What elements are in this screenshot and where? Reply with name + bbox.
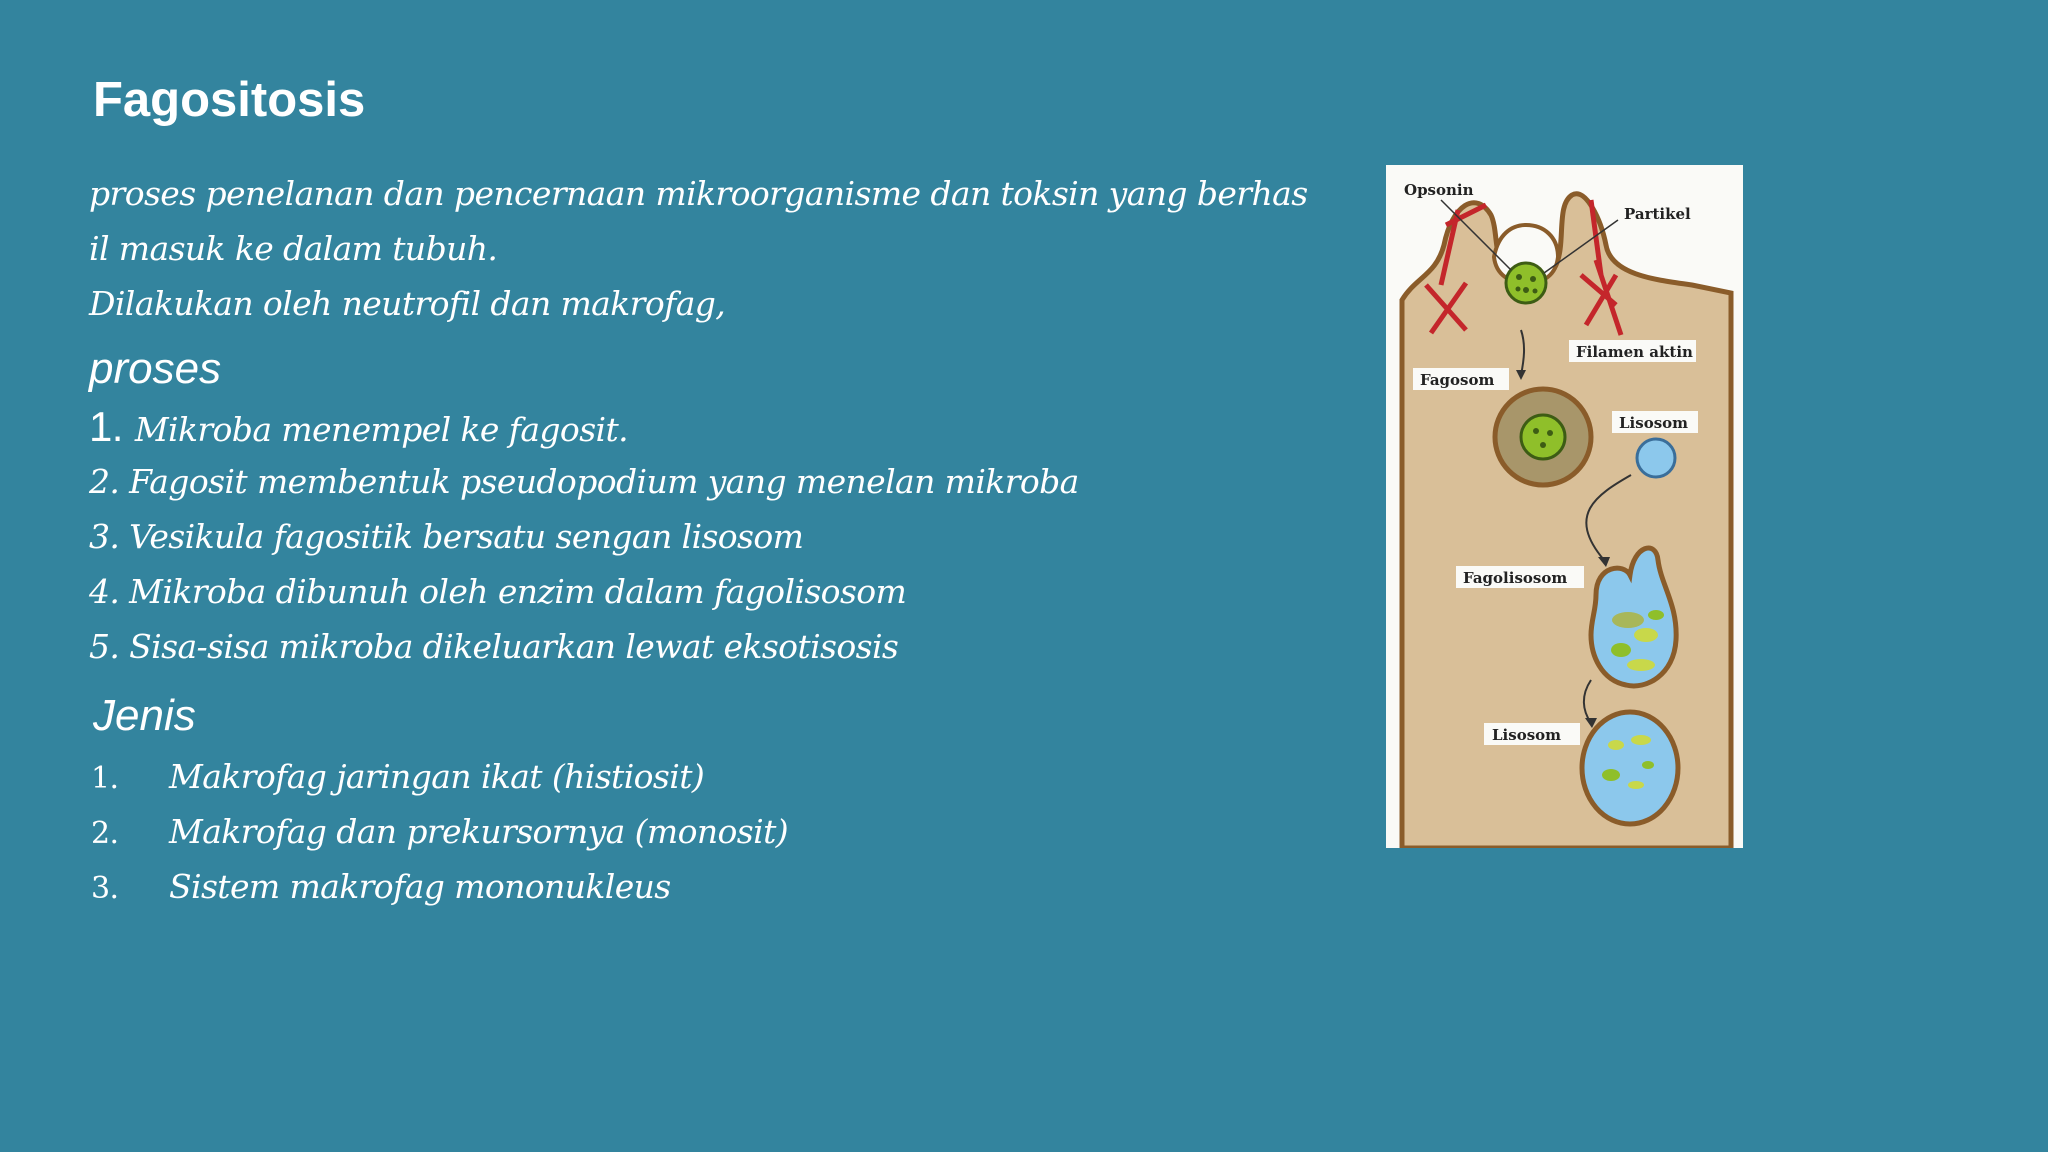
jenis-text: Makrofag dan prekursornya (monosit) — [169, 812, 789, 851]
residual-body-icon — [1582, 712, 1678, 824]
list-item — [91, 752, 788, 807]
jenis-number: 2. — [91, 816, 119, 851]
jenis-number: 3. — [91, 871, 119, 906]
step-number: 1. — [89, 403, 123, 450]
lisosom-icon — [1637, 439, 1675, 477]
cell-cytoplasm — [1402, 194, 1731, 848]
label-partikel: Partikel — [1624, 205, 1691, 223]
jenis-text: Sistem makrofag mononukleus — [169, 867, 671, 906]
jenis-number: 1. — [91, 761, 119, 796]
phagocytosis-diagram-svg — [1386, 165, 1743, 848]
phagocytosis-diagram — [1386, 165, 1743, 848]
step-text: Mikroba menempel ke fagosit. — [134, 410, 629, 449]
intro-paragraph — [89, 166, 1308, 331]
label-filamen-aktin: Filamen aktin — [1576, 343, 1693, 361]
list-item: 3. Vesikula fagositik bersatu sengan lisosom — [89, 517, 804, 556]
list-item: 5. Sisa-sisa mikroba dikeluarkan lewat eksotisosis — [89, 627, 899, 666]
label-opsonin: Opsonin — [1404, 181, 1474, 199]
label-lisosom-bottom: Lisosom — [1492, 726, 1562, 744]
jenis-text: Makrofag jaringan ikat (histiosit) — [169, 757, 705, 796]
microbe-icon — [1506, 263, 1546, 303]
jenis-heading: Jenis — [93, 691, 196, 740]
proses-heading: proses — [89, 344, 222, 393]
list-item — [91, 862, 788, 917]
list-item — [89, 402, 1079, 457]
list-item: 2. Fagosit membentuk pseudopodium yang menelan mikroba — [89, 462, 1079, 501]
jenis-list — [91, 752, 788, 917]
intro-line: il masuk ke dalam tubuh. — [89, 229, 498, 268]
list-item: 4. Mikroba dibunuh oleh enzim dalam fagolisosom — [89, 572, 907, 611]
label-lisosom-top: Lisosom — [1619, 414, 1689, 432]
label-fagosom: Fagosom — [1420, 371, 1495, 389]
label-fagolisosom: Fagolisosom — [1463, 569, 1568, 587]
slide-title: Fagositosis — [93, 73, 366, 127]
intro-line: Dilakukan oleh neutrofil dan makrofag, — [89, 284, 726, 323]
fagosom-icon — [1495, 389, 1591, 485]
intro-line: proses penelanan dan pencernaan mikroorganisme dan toksin yang berhas — [89, 174, 1308, 213]
list-item — [91, 807, 788, 862]
proses-steps-list — [89, 402, 1079, 677]
